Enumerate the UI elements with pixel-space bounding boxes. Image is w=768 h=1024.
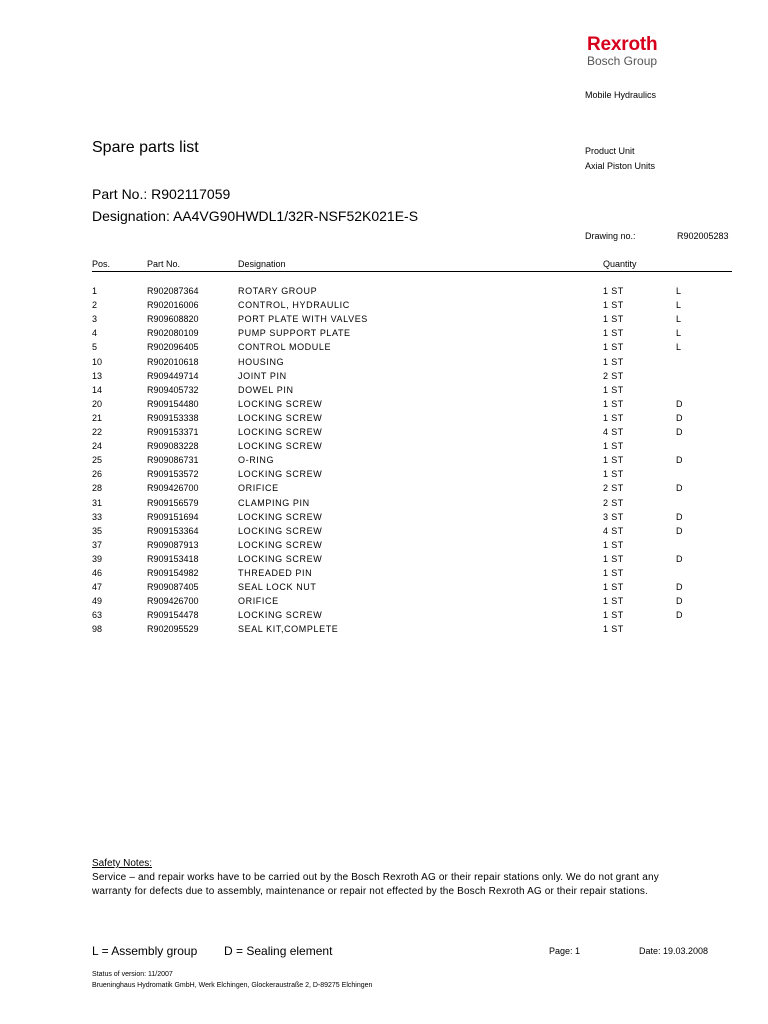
table-row bbox=[0, 314, 768, 328]
row-quantity: 1 ST bbox=[603, 624, 624, 635]
table-row bbox=[0, 342, 768, 356]
row-quantity: 1 ST bbox=[603, 412, 624, 423]
row-flag: D bbox=[676, 610, 683, 621]
drawing-label: Drawing no.: bbox=[585, 231, 636, 241]
row-pos: 49 bbox=[92, 596, 103, 607]
row-flag: D bbox=[676, 525, 683, 536]
table-row bbox=[0, 385, 768, 399]
row-quantity: 1 ST bbox=[603, 568, 624, 578]
row-pos: 25 bbox=[92, 455, 103, 466]
row-quantity: 1 ST bbox=[603, 342, 624, 353]
company-address: Brueninghaus Hydromatik GmbH, Werk Elchingen, Glockeraustraße 2, D-89275 Elchingen bbox=[92, 982, 373, 989]
product-unit-value: Axial Piston Units bbox=[585, 161, 656, 171]
row-quantity: 2 ST bbox=[603, 497, 624, 508]
legend-sealing: D = Sealing element bbox=[224, 944, 333, 958]
designation: Designation: AA4VG90HWDL1/32R-NSF52K021E-S bbox=[92, 208, 419, 224]
safety-heading: Safety Notes: bbox=[92, 858, 153, 869]
row-part-no: R909156579 bbox=[147, 497, 199, 508]
legend-assembly: L = Assembly group bbox=[92, 944, 198, 958]
table-row bbox=[0, 512, 768, 526]
row-quantity: 1 ST bbox=[603, 441, 624, 452]
row-designation: LOCKING SCREW bbox=[238, 511, 323, 522]
row-pos: 39 bbox=[92, 553, 103, 564]
row-designation: LOCKING SCREW bbox=[238, 539, 323, 550]
row-flag: D bbox=[676, 596, 683, 607]
row-quantity: 3 ST bbox=[603, 511, 624, 522]
page-title: Spare parts list bbox=[92, 139, 199, 156]
row-designation: LOCKING SCREW bbox=[238, 525, 323, 536]
row-quantity: 1 ST bbox=[603, 356, 624, 367]
version-status: Status of version: 11/2007 bbox=[92, 971, 173, 978]
row-pos: 5 bbox=[92, 342, 98, 353]
table-row bbox=[0, 399, 768, 413]
header-pos: Pos. bbox=[92, 259, 111, 269]
row-pos: 26 bbox=[92, 469, 103, 480]
row-quantity: 4 ST bbox=[603, 427, 624, 437]
header-quantity: Quantity bbox=[603, 259, 637, 269]
row-part-no: R909426700 bbox=[147, 596, 199, 607]
header-part-no: Part No. bbox=[147, 259, 181, 269]
table-row bbox=[0, 469, 768, 483]
row-flag: L bbox=[676, 328, 682, 339]
row-pos: 35 bbox=[92, 525, 103, 536]
row-part-no: R909151694 bbox=[147, 511, 199, 522]
row-quantity: 1 ST bbox=[603, 455, 624, 466]
row-part-no: R909153364 bbox=[147, 525, 199, 536]
table-row bbox=[0, 582, 768, 596]
row-flag: D bbox=[676, 398, 683, 409]
safety-text-line2: warranty for defects due to assembly, maintenance or repair not effected by the Bosch Rexroth AG or their repair stations. bbox=[92, 886, 648, 897]
row-designation: CONTROL, HYDRAULIC bbox=[238, 300, 350, 311]
row-pos: 47 bbox=[92, 582, 103, 593]
row-flag: D bbox=[676, 412, 683, 423]
row-flag: D bbox=[676, 553, 683, 564]
row-designation: THREADED PIN bbox=[238, 568, 313, 578]
row-part-no: R902016006 bbox=[147, 300, 199, 311]
table-row bbox=[0, 427, 768, 441]
page-number: Page: 1 bbox=[549, 946, 581, 956]
row-designation: ORIFICE bbox=[238, 596, 279, 607]
row-designation: LOCKING SCREW bbox=[238, 398, 323, 409]
row-part-no: R902095529 bbox=[147, 624, 199, 635]
drawing-value: R902005283 bbox=[677, 231, 729, 241]
table-row bbox=[0, 554, 768, 568]
row-flag: L bbox=[676, 286, 682, 296]
product-unit-label: Product Unit bbox=[585, 146, 635, 156]
row-designation: LOCKING SCREW bbox=[238, 441, 323, 452]
row-pos: 20 bbox=[92, 398, 103, 409]
table-row bbox=[0, 596, 768, 610]
row-pos: 28 bbox=[92, 483, 103, 494]
row-flag: L bbox=[676, 342, 682, 353]
row-quantity: 1 ST bbox=[603, 300, 624, 311]
row-part-no: R909087405 bbox=[147, 582, 199, 593]
table-row bbox=[0, 526, 768, 540]
row-designation: LOCKING SCREW bbox=[238, 610, 323, 621]
row-designation: ROTARY GROUP bbox=[238, 286, 318, 296]
row-part-no: R902080109 bbox=[147, 328, 199, 339]
part-number: Part No.: R902117059 bbox=[92, 186, 231, 202]
row-part-no: R909153418 bbox=[147, 553, 199, 564]
table-row bbox=[0, 483, 768, 497]
row-part-no: R909426700 bbox=[147, 483, 199, 494]
brand-group: Bosch Group bbox=[587, 54, 658, 68]
row-quantity: 1 ST bbox=[603, 539, 624, 550]
row-designation: PUMP SUPPORT PLATE bbox=[238, 328, 351, 339]
row-quantity: 1 ST bbox=[603, 582, 624, 593]
row-designation: LOCKING SCREW bbox=[238, 427, 323, 437]
row-pos: 22 bbox=[92, 427, 103, 437]
row-part-no: R909087913 bbox=[147, 539, 199, 550]
row-part-no: R909449714 bbox=[147, 370, 199, 381]
row-flag: D bbox=[676, 511, 683, 522]
row-pos: 1 bbox=[92, 286, 98, 296]
row-designation: HOUSING bbox=[238, 356, 285, 367]
table-row bbox=[0, 568, 768, 582]
row-quantity: 1 ST bbox=[603, 314, 624, 325]
row-quantity: 1 ST bbox=[603, 384, 624, 395]
row-pos: 24 bbox=[92, 441, 103, 452]
row-flag: D bbox=[676, 455, 683, 466]
table-row bbox=[0, 455, 768, 469]
row-pos: 98 bbox=[92, 624, 103, 635]
row-quantity: 1 ST bbox=[603, 553, 624, 564]
row-part-no: R909086731 bbox=[147, 455, 199, 466]
row-pos: 3 bbox=[92, 314, 98, 325]
row-quantity: 1 ST bbox=[603, 596, 624, 607]
table-row bbox=[0, 413, 768, 427]
row-pos: 13 bbox=[92, 370, 103, 381]
header-divider bbox=[92, 271, 732, 272]
row-quantity: 2 ST bbox=[603, 483, 624, 494]
row-designation: LOCKING SCREW bbox=[238, 553, 323, 564]
row-designation: CONTROL MODULE bbox=[238, 342, 332, 353]
header-designation: Designation bbox=[238, 259, 286, 269]
table-row bbox=[0, 371, 768, 385]
table-row bbox=[0, 610, 768, 624]
row-designation: O-RING bbox=[238, 455, 275, 466]
row-part-no: R909154480 bbox=[147, 398, 199, 409]
row-flag: L bbox=[676, 314, 682, 325]
safety-text-line1: Service – and repair works have to be carried out by the Bosch Rexroth AG or their repair stations only. We do not grant any bbox=[92, 872, 659, 883]
row-part-no: R902096405 bbox=[147, 342, 199, 353]
row-part-no: R909608820 bbox=[147, 314, 199, 325]
row-flag: D bbox=[676, 582, 683, 593]
row-part-no: R909405732 bbox=[147, 384, 199, 395]
row-quantity: 1 ST bbox=[603, 610, 624, 621]
row-part-no: R909083228 bbox=[147, 441, 199, 452]
row-part-no: R909153371 bbox=[147, 427, 199, 437]
row-designation: JOINT PIN bbox=[238, 370, 287, 381]
row-part-no: R902010618 bbox=[147, 356, 199, 367]
row-designation: ORIFICE bbox=[238, 483, 279, 494]
row-part-no: R909154982 bbox=[147, 568, 199, 578]
table-row bbox=[0, 624, 768, 638]
row-pos: 10 bbox=[92, 356, 103, 367]
table-row bbox=[0, 441, 768, 455]
row-quantity: 2 ST bbox=[603, 370, 624, 381]
row-quantity: 1 ST bbox=[603, 398, 624, 409]
row-pos: 2 bbox=[92, 300, 98, 311]
table-row bbox=[0, 300, 768, 314]
row-part-no: R902087364 bbox=[147, 286, 199, 296]
table-row bbox=[0, 286, 768, 300]
row-quantity: 1 ST bbox=[603, 286, 624, 296]
row-part-no: R909154478 bbox=[147, 610, 199, 621]
row-pos: 4 bbox=[92, 328, 98, 339]
row-quantity: 4 ST bbox=[603, 525, 624, 536]
row-designation: LOCKING SCREW bbox=[238, 469, 323, 480]
row-designation: PORT PLATE WITH VALVES bbox=[238, 314, 368, 325]
document-date: Date: 19.03.2008 bbox=[639, 946, 709, 956]
table-row bbox=[0, 498, 768, 512]
row-pos: 14 bbox=[92, 384, 103, 395]
division-label: Mobile Hydraulics bbox=[585, 90, 657, 100]
row-flag: L bbox=[676, 300, 682, 311]
row-quantity: 1 ST bbox=[603, 328, 624, 339]
row-pos: 63 bbox=[92, 610, 103, 621]
row-designation: CLAMPING PIN bbox=[238, 497, 310, 508]
row-flag: D bbox=[676, 427, 683, 437]
row-designation: SEAL LOCK NUT bbox=[238, 582, 317, 593]
row-quantity: 1 ST bbox=[603, 469, 624, 480]
row-designation: DOWEL PIN bbox=[238, 384, 294, 395]
row-flag: D bbox=[676, 483, 683, 494]
row-part-no: R909153572 bbox=[147, 469, 199, 480]
row-pos: 33 bbox=[92, 511, 103, 522]
row-part-no: R909153338 bbox=[147, 412, 199, 423]
row-pos: 37 bbox=[92, 539, 103, 550]
row-pos: 46 bbox=[92, 568, 103, 578]
row-pos: 21 bbox=[92, 412, 103, 423]
row-designation: LOCKING SCREW bbox=[238, 412, 323, 423]
table-row bbox=[0, 357, 768, 371]
row-pos: 31 bbox=[92, 497, 103, 508]
table-row bbox=[0, 328, 768, 342]
row-designation: SEAL KIT,COMPLETE bbox=[238, 624, 339, 635]
table-row bbox=[0, 540, 768, 554]
brand-logo: Rexroth bbox=[587, 34, 658, 55]
